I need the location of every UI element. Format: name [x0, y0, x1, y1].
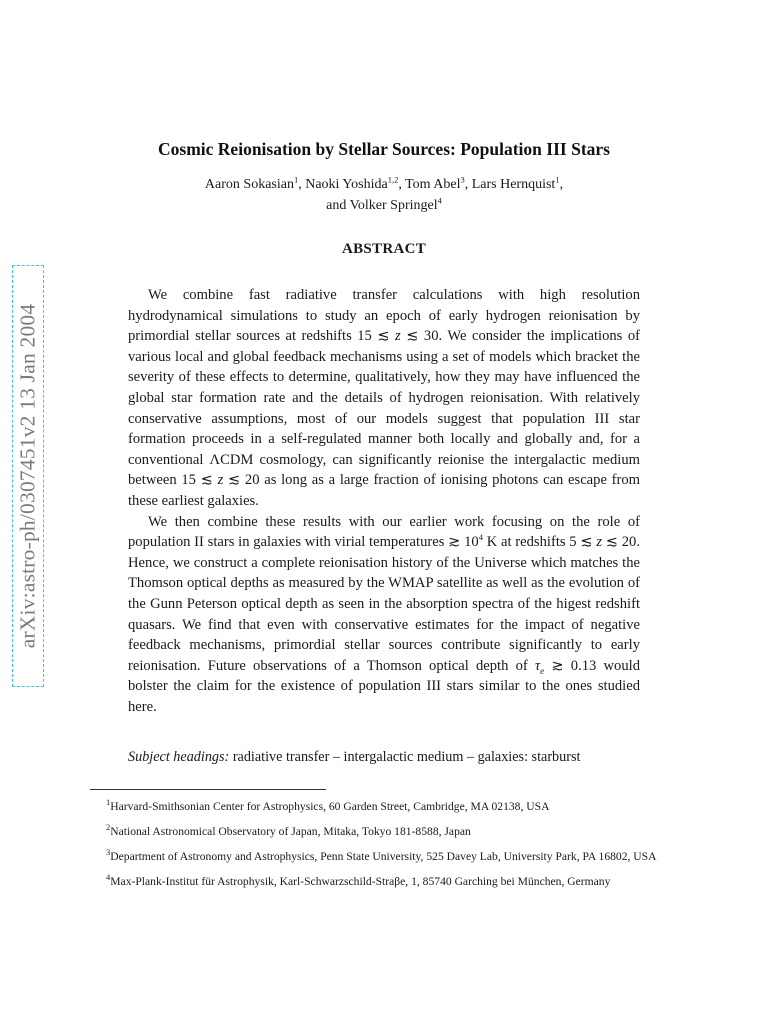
footnote [90, 873, 678, 890]
abstract-paragraph-2 [128, 512, 640, 718]
abstract-text: ≲ 20 as long as a large fraction of ionising photons can escape from these earliest galaxies. [128, 472, 641, 509]
footnote-text: Max-Plank-Institut für Astrophysik, Karl-Schwarzschild-Straβe, 1, 85740 Garching bei München, Germany [110, 875, 611, 888]
arxiv-id: arXiv:astro-ph/0307451v2 13 Jan 2004 [15, 303, 40, 649]
author-line-2 [0, 195, 768, 216]
abstract-paragraph-1 [128, 285, 640, 512]
footnote [90, 798, 678, 815]
footnote [90, 823, 678, 840]
affiliation-mark: 1 [555, 174, 560, 185]
subject-text: radiative transfer – intergalactic medium – galaxies: starburst [229, 749, 581, 765]
arxiv-stamp[interactable] [12, 265, 44, 687]
footnotes [90, 798, 678, 898]
footnote-mark: 4 [106, 872, 111, 883]
math-z: z [217, 472, 224, 489]
math-z: z [596, 534, 603, 551]
author-name: and Volker Springel [326, 198, 438, 213]
subject-headings [128, 749, 648, 766]
footnote-rule [90, 789, 326, 790]
abstract-text: ≲ 20. Hence, we construct a complete reionisation history of the Universe which matches the Thomson optical depths as measured by the WMAP satellite as well as the evolution of the Gunn Peterson optical depth as seen in the absorption spectra of the higest redshift quasars. We find that even with conservative estimates for the impact of negative feedback mechanisms, primordial stellar sources contribute significantly to early reionisation. Future observations of a Thomson optical depth of [128, 534, 640, 674]
affiliation-mark: 1 [293, 174, 299, 185]
math-tau: τ [534, 657, 541, 674]
affiliation-mark: 1,2 [387, 174, 399, 185]
footnote-text: National Astronomical Observatory of Japan, Mitaka, Tokyo 181-8588, Japan [110, 825, 471, 838]
footnote [90, 848, 678, 865]
author-line-1: Aaron Sokasian$^1$, Naoki Yoshida$^{1,2}$, Tom Abel$^3$, Lars Hernquist$^1$, [204, 174, 564, 192]
math-subscript: e [540, 665, 545, 676]
abstract-text: We then combine these results with our earlier work focusing on the role of population II stars in galaxies with virial temperatures ≳ 10 [128, 513, 640, 551]
footnote-mark: 2 [106, 822, 111, 833]
abstract-text: K at redshifts 5 ≲ [482, 534, 597, 551]
abstract-text: ≲ 30. We consider the implications of various local and global feedback mechanisms using a set of models which bracket the severity of these effects to determine, qualitatively, how they may have influenced the global star formation rate and the details of hydrogen reionisation. With relatively conservative assumptions, most of our models suggest that population III star formation proceeds in a self-regulated manner both locally and globally and, for a conventional ΛCDM cosmology, can significantly reionise the intergalactic medium between 15 ≲ [128, 328, 640, 489]
math-z: z [395, 328, 401, 345]
footnote-text: Harvard-Smithsonian Center for Astrophysics, 60 Garden Street, Cambridge, MA 02138, USA [110, 800, 550, 813]
subject-label: Subject headings: [128, 749, 230, 765]
footnote-mark: 1 [106, 797, 111, 808]
affiliation-mark: 3 [460, 174, 465, 185]
author-name: Tom Abel [405, 177, 461, 192]
abstract-text: ≳ 0.13 would bolster the claim for the existence of population III stars similar to the ones studied here. [128, 657, 640, 715]
affiliation-mark: 4 [437, 195, 442, 206]
author-name: Lars Hernquist [471, 177, 556, 192]
math-exponent: 4 [478, 532, 483, 543]
abstract-body [128, 285, 640, 717]
footnote-mark: 3 [106, 847, 111, 858]
abstract-heading: ABSTRACT [341, 241, 427, 257]
author-name: Aaron Sokasian [204, 177, 294, 192]
author-name: Naoki Yoshida [305, 177, 388, 192]
paper-title: Cosmic Reionisation by Stellar Sources: Population III Stars [158, 139, 610, 159]
footnote-text: Department of Astronomy and Astrophysics, Penn State University, 525 Davey Lab, University Park, PA 16802, USA [110, 850, 657, 863]
abstract-text: We combine fast radiative transfer calculations with high resolution hydrodynamical simulations to study an epoch of early hydrogen reionisation by primordial stellar sources at redshifts 15 ≲ [128, 287, 640, 345]
author-list [0, 174, 768, 216]
